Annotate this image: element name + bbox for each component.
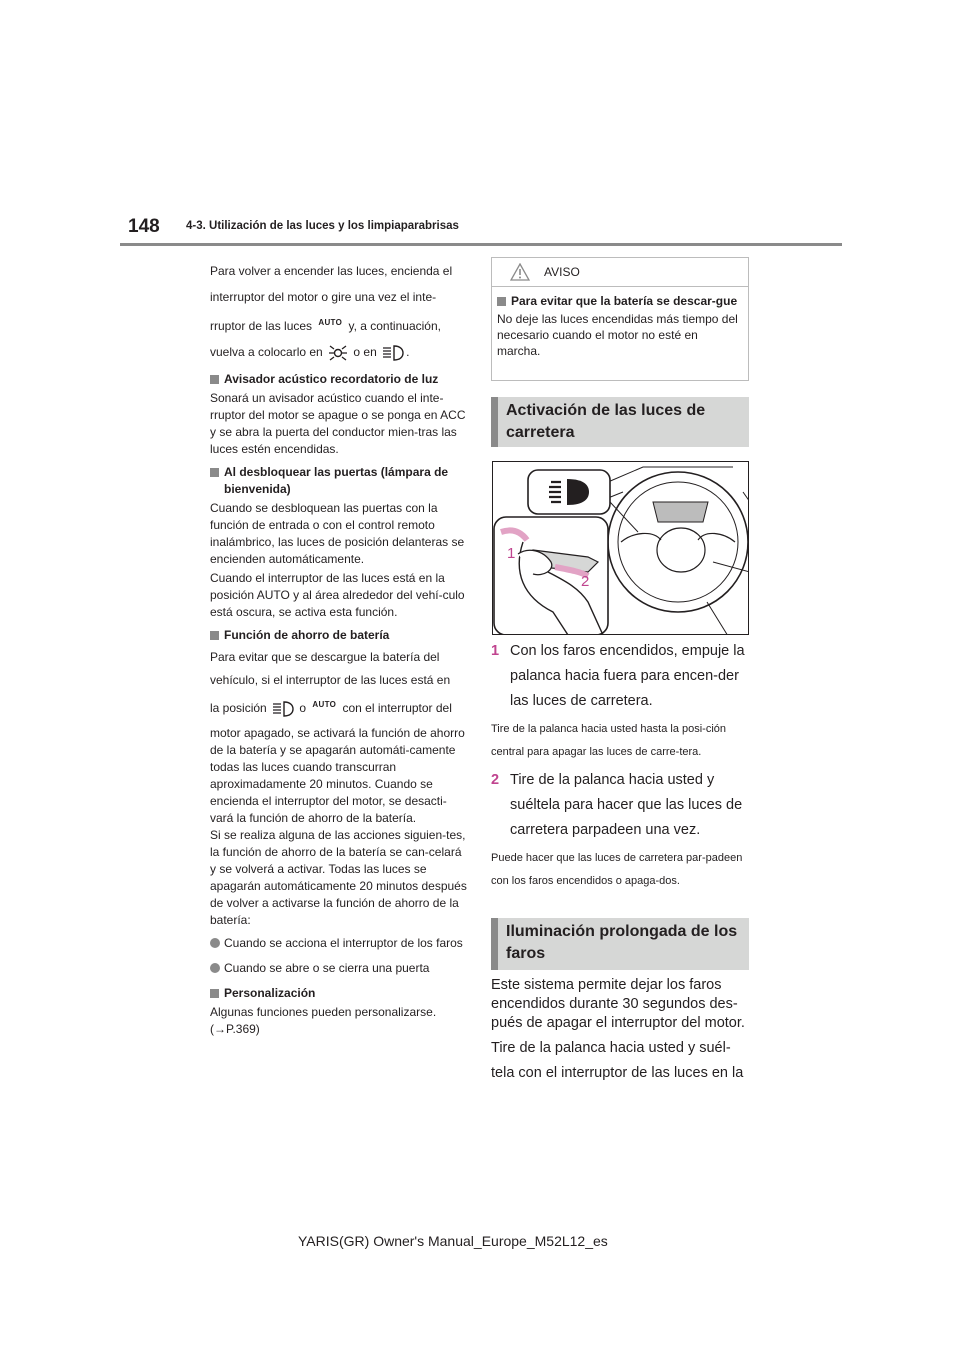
text-battery-saver-c: motor apagado, se activará la función de ahorro de la batería y se apagarán automáti-camente todas las luces cuando transcurran aproximadamente 20 minutos. Cuando se encienda el interruptor del motor, se desacti-vará la función de ahorro de la batería. bbox=[210, 726, 465, 825]
headlight-icon bbox=[382, 345, 404, 361]
step-text: Con los faros encendidos, empuje la palanca hacia fuera para encen-der las luces de carretera. bbox=[510, 643, 745, 709]
step-number: 1 bbox=[491, 643, 500, 659]
headlight-icon bbox=[272, 701, 294, 717]
footer-manual-id: YARIS(GR) Owner's Manual_Europe_M52L12_es bbox=[298, 1233, 608, 1249]
bullet-headlight-switch: Cuando se acciona el interruptor de los faros bbox=[210, 935, 468, 952]
step-note: Puede hacer que las luces de carretera par-padeen con los faros encendidos o apaga-dos. bbox=[491, 852, 743, 887]
warning-triangle-icon bbox=[510, 263, 530, 281]
heading-personalization: Personalización bbox=[210, 985, 468, 1002]
lever-illustration-svg bbox=[493, 462, 749, 635]
figure-label-1: 1 bbox=[507, 545, 516, 562]
text-welcome-light-2: Cuando el interruptor de las luces está en la posición AUTO y al área alrededor del vehí-culo está oscura, se activa esta función. bbox=[210, 571, 465, 619]
text-battery-saver-d: Si se realiza alguna de las acciones siguien-tes, la función de ahorro de la batería se can-celará y se volverá a activar. Todas las luces se apagarán automáticamente 20 minutos después de volver a activarse la función de ahorro de la batería: bbox=[210, 828, 467, 927]
warning-text: No deje las luces encendidas más tiempo del necesario cuando el motor no esté en marcha. bbox=[497, 312, 738, 358]
warning-title: Para evitar que la batería se descar-gue bbox=[497, 293, 743, 309]
intro-line-a: Para volver a encender las luces, encienda el interruptor del motor o gire una vez el inte- bbox=[210, 264, 453, 304]
section-band-extended-lighting: Iluminación prolongada de los faros bbox=[491, 918, 749, 970]
heading-battery-saver: Función de ahorro de batería bbox=[210, 627, 468, 644]
header-rule bbox=[120, 243, 842, 246]
auto-icon: AUTO bbox=[312, 700, 337, 709]
step-number: 2 bbox=[491, 772, 500, 788]
section-title: 4-3. Utilización de las luces y los limpiaparabrisas bbox=[186, 220, 459, 232]
text-light-reminder: Sonará un avisador acústico cuando el inte-rruptor del motor se apague o se ponga en ACC y se abra la puerta del conductor mien-tras las luces estén encendidas. bbox=[210, 391, 466, 456]
tail-light-icon bbox=[328, 345, 348, 361]
warning-header bbox=[492, 258, 748, 287]
page-number: 148 bbox=[128, 216, 160, 237]
step-text: Tire de la palanca hacia usted y suéltela para hacer que las luces de carretera parpadeen una vez. bbox=[510, 772, 743, 838]
text-welcome-light-1: Cuando se desbloquean las puertas con la función de entrada o con el control remoto inalámbrico, las luces de posición delanteras se encienden automáticamente. bbox=[210, 501, 465, 566]
warning-box bbox=[491, 257, 749, 381]
auto-icon: AUTO bbox=[318, 318, 343, 327]
warning-body bbox=[497, 293, 743, 359]
paragraph-extended-2: Tire de la palanca hacia usted y suél-tela con el interruptor de las luces en la bbox=[491, 1040, 744, 1081]
heading-light-reminder: Avisador acústico recordatorio de luz bbox=[210, 371, 468, 388]
heading-welcome-light: Al desbloquear las puertas (lámpara de bienvenida) bbox=[210, 464, 468, 498]
bullet-door: Cuando se abre o se cierra una puerta bbox=[210, 960, 468, 977]
illustration-lever bbox=[492, 461, 749, 635]
left-column bbox=[210, 258, 468, 1044]
text-battery-saver-b: la posición o $^{AUTO}$ con el interruptor del bbox=[210, 700, 452, 715]
section-band-high-beam: Activación de las luces de carretera bbox=[491, 397, 749, 447]
warning-label: AVISO bbox=[544, 265, 580, 279]
step-2 bbox=[491, 768, 749, 893]
step-note: Tire de la palanca hacia usted hasta la posi-ción central para apagar las luces de carre-tera. bbox=[491, 723, 727, 758]
text-personalization: Algunas funciones pueden personalizarse. (→P.369) bbox=[210, 1005, 437, 1036]
text-battery-saver-a: Para evitar que se descargue la batería del vehículo, si el interruptor de las luces está en bbox=[210, 650, 451, 687]
step-1 bbox=[491, 639, 749, 764]
figure-label-2: 2 bbox=[581, 573, 590, 590]
paragraph-extended-1: Este sistema permite dejar los faros encendidos durante 30 segundos des-pués de apagar el interruptor del motor. bbox=[491, 977, 745, 1031]
intro-line-c: vuelva a colocarlo en o en . bbox=[210, 345, 410, 359]
intro-paragraph bbox=[210, 258, 468, 365]
intro-line-b: rruptor de las luces $^{AUTO}$ y, a continuación, bbox=[210, 318, 441, 333]
